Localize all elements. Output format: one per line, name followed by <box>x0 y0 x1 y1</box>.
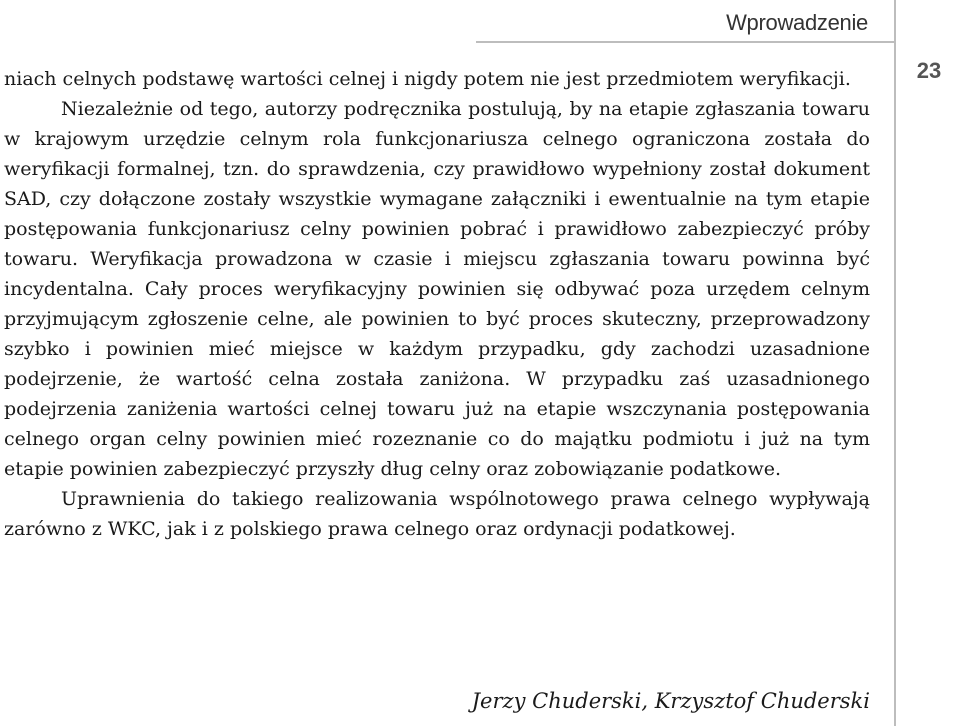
header-rule <box>476 41 894 43</box>
author-signature: Jerzy Chuderski, Krzysztof Chuderski <box>471 689 870 713</box>
paragraph-verification: Niezależnie od tego, autorzy podręcznika postulują, by na etapie zgłaszania towaru w krajowym urzędzie celnym rola funkcjonariusza celnego ograniczona została do weryfikacji formalnej, tzn. do sprawdzenia, czy prawidłowo wypełniony został dokument SAD, czy dołączone zostały wszystkie wymagane załączniki i ewentualnie na tym etapie postępowania funkcjonariusz celny powinien pobrać i prawidłowo zabezpieczyć próby towaru. Weryfikacja prowadzona w czasie i miejscu zgłaszania towaru powinna być incydentalna. Cały proces weryfikacyjny powinien się odbywać poza urzędem celnym przyjmującym zgłoszenie celne, ale powinien to być proces skuteczny, przeprowadzony szybko i powinien mieć miejsce w każdym przypadku, gdy zachodzi uzasadnione podejrzenie, że wartość celna została zaniżona. W przypadku zaś uzasadnionego podejrzenia zaniżenia wartości celnej towaru już na etapie wszczynania postępowania celnego organ celny powinien mieć rozeznanie co do majątku podmiotu i już na tym etapie powinien zabezpieczyć przyszły dług celny oraz zobowiązanie podatkowe. <box>4 98 870 480</box>
running-head-title: Wprowadzenie <box>726 10 868 35</box>
paragraph-continuation: niach celnych podstawę wartości celnej i nigdy potem nie jest przedmiotem weryfikacji. <box>4 68 851 90</box>
page-number: 23 <box>916 58 942 83</box>
margin-rule <box>894 0 896 726</box>
paragraph-legal-basis: Uprawnienia do takiego realizowania wspólnotowego prawa celnego wypływają zarówno z WKC, jak i z polskiego prawa celnego oraz ordynacji podatkowej. <box>4 488 870 540</box>
body-text <box>4 64 870 544</box>
